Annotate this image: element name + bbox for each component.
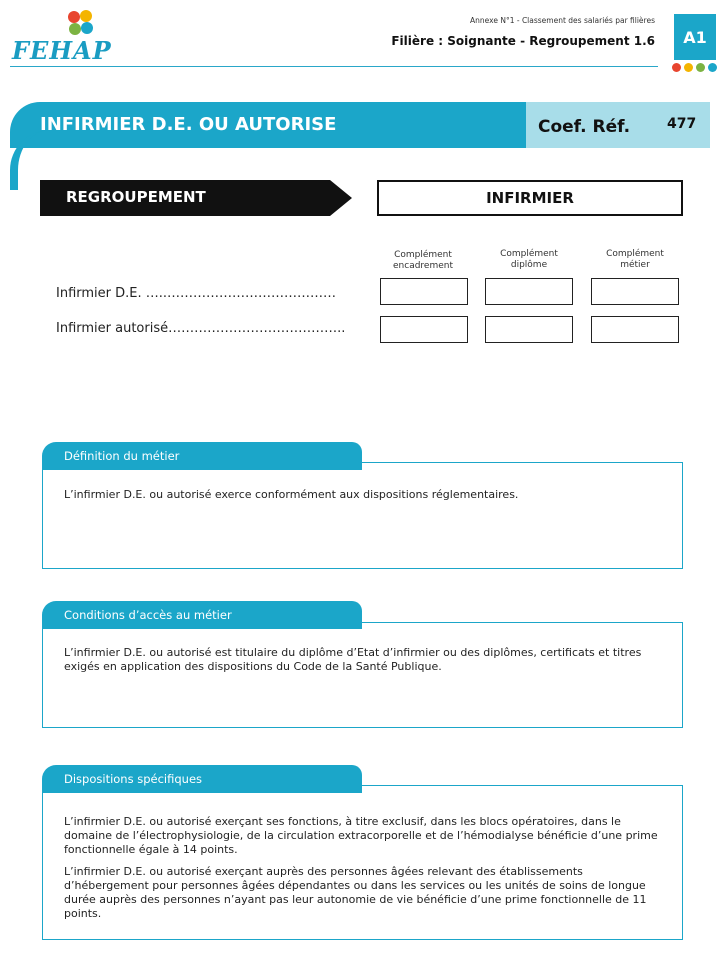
section-definition-text <box>64 488 664 510</box>
header-complement-metier: Complément métier <box>606 249 664 270</box>
complement-metier-field[interactable] <box>591 316 679 343</box>
job-title: INFIRMIER D.E. OU AUTORISE <box>40 114 337 135</box>
filiere-title: Filière : Soignante - Regroupement 1.6 <box>391 34 655 48</box>
dot-green <box>696 63 705 72</box>
complement-diplome-field[interactable] <box>485 278 573 305</box>
paragraph: L’infirmier D.E. ou autorisé est titulaire du diplôme d’Etat d’infirmier ou des diplômes, certificats et titres exigés en application des dispositions du Code de la Santé Publique. <box>64 646 642 673</box>
regroupement-value: INFIRMIER <box>377 180 683 216</box>
complement-encadrement-field[interactable] <box>380 278 468 305</box>
header-divider <box>10 66 658 67</box>
logo-text: FEHAP <box>12 36 112 65</box>
section-definition-title: Définition du métier <box>42 442 362 470</box>
paragraph: L’infirmier D.E. ou autorisé exerce conformément aux dispositions réglementaires. <box>64 488 519 501</box>
paragraph: L’infirmier D.E. ou autorisé exerçant auprès des personnes âgées relevant des établissements d’hébergement pour personnes âgées dépendantes ou dans les services ou les unités de soins de longue durée auprès des personnes n’ayant pas leur autonomie de vie bénéficie d’une prime fonctionnelle de 11 points. <box>64 865 647 920</box>
dot-blue <box>708 63 717 72</box>
regroupement-label: REGROUPEMENT <box>66 188 206 206</box>
section-conditions-title: Conditions d’accès au métier <box>42 601 362 629</box>
section-definition-box <box>42 462 683 569</box>
header-complement-diplome: Complément diplôme <box>500 249 558 270</box>
color-dots <box>672 63 717 72</box>
complement-encadrement-field[interactable] <box>380 316 468 343</box>
annex-tag: A1 <box>674 14 716 60</box>
section-conditions-text <box>64 646 664 682</box>
coef-value: 477 <box>667 116 697 132</box>
annex-caption: Annexe N°1 - Classement des salariés par filières <box>470 16 655 25</box>
section-dispositions-title: Dispositions spécifiques <box>42 765 362 793</box>
paragraph: L’infirmier D.E. ou autorisé exerçant ses fonctions, à titre exclusif, dans les blocs opératoires, dans le domaine de l’électrophysiologie, de la circulation extracorporelle et de l’hémodialyse bénéficie d’une prime fonctionnelle égale à 14 points. <box>64 815 658 856</box>
coef-label: Coef. Réf. <box>538 117 631 137</box>
row-label-infirmier-autorise: Infirmier autorisé………………………………….. <box>56 321 346 336</box>
dot-red <box>672 63 681 72</box>
complement-metier-field[interactable] <box>591 278 679 305</box>
dot-yellow <box>684 63 693 72</box>
complement-diplome-field[interactable] <box>485 316 573 343</box>
arrow-right-icon <box>330 180 352 216</box>
header-complement-encadrement: Complément encadrement <box>393 250 453 271</box>
section-dispositions-text <box>64 815 664 929</box>
row-label-infirmier-de: Infirmier D.E. …..………………………………… <box>56 286 337 301</box>
